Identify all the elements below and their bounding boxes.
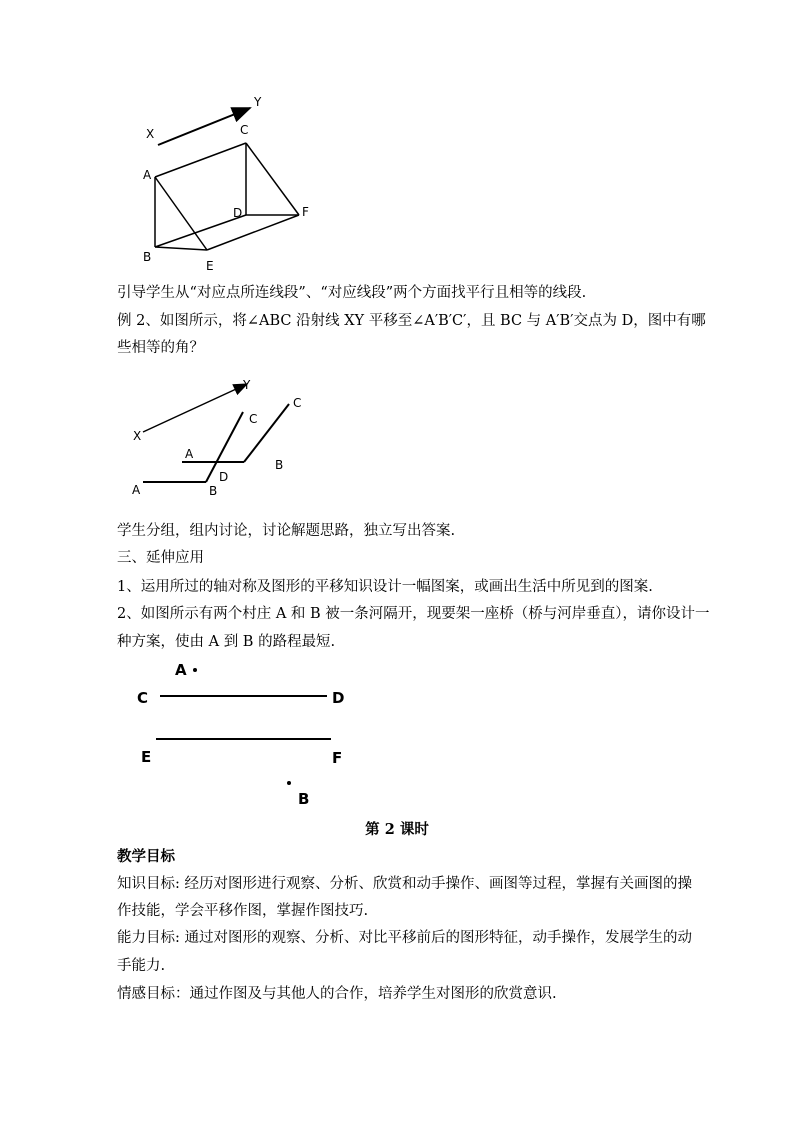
label-e: E [141,748,152,766]
label-c-prime: C [293,396,302,410]
knowledge-goal-line-1: 知识目标: 经历对图形进行观察、分析、欣赏和动手操作、画图等过程，掌握有关画图的操 [117,876,692,892]
label-d: D [219,470,229,484]
label-d: D [332,689,345,707]
ability-goal-line-1: 能力目标: 通过对图形的观察、分析、对比平移前后的图形特征，动手操作，发展学生的动 [117,930,692,946]
label-d: D [233,206,243,220]
segment-ae [155,177,207,250]
ray-xy [143,384,247,432]
item-2-line-1: 2、如图所示有两个村庄 A 和 B 被一条河隔开，现要架一座桥（桥与河岸垂直），请你设计一 [117,606,710,622]
ray-xy [158,108,250,145]
paragraph-group-discussion: 学生分组，组内讨论，讨论解题思路，独立写出答案. [117,523,456,539]
knowledge-goal-line-2: 作技能，学会平移作图，掌握作图技巧. [117,903,369,919]
label-y: Y [243,378,251,392]
label-y: Y [254,95,262,109]
segment-ac [155,143,246,177]
segment-be [155,247,207,250]
figure-3-svg [125,652,365,812]
ability-goal-line-2: 手能力. [117,958,166,974]
label-c: C [249,412,258,426]
figure-river-bridge [125,652,365,812]
label-b-prime: B [275,458,284,472]
label-x: X [133,429,142,443]
label-a: A [132,483,141,497]
lesson-2-title: 第 2 课时 [365,821,429,838]
label-a: A [175,661,187,679]
item-2-line-2: 种方案，使由 A 到 B 的路程最短. [117,634,336,650]
label-b: B [209,484,218,498]
paragraph-guide: 引导学生从“对应点所连线段”、“对应线段”两个方面找平行且相等的线段. [117,285,587,301]
label-f: F [302,205,309,219]
village-a-point [193,668,197,672]
figure-translation-triangle [130,88,330,278]
label-x: X [146,127,155,141]
label-b: B [298,790,310,808]
label-b: B [143,250,152,264]
item-1: 1、运用所过的轴对称及图形的平移知识设计一幅图案，或画出生活中所见到的图案. [117,579,653,595]
segment-cf [246,143,299,215]
label-c: C [240,123,249,137]
example-2-line-2: 些相等的角？ [117,340,204,356]
label-c: C [137,689,149,707]
village-b-point [287,781,291,785]
teaching-goals-title: 教学目标 [117,848,175,865]
emotion-goal: 情感目标：通过作图及与其他人的合作，培养学生对图形的欣赏意识. [117,986,557,1002]
figure-1-svg [130,88,330,278]
label-f: F [332,749,343,767]
label-e: E [206,259,214,273]
figure-translation-angle [125,372,325,502]
section-3-title: 三、延伸应用 [117,550,204,566]
segment-ef [207,215,299,250]
example-2-line-1: 例 2、如图所示，将∠ABC 沿射线 XY 平移至∠A′B′C′，且 BC 与 A′B′交点为 D，图中有哪 [117,313,706,329]
label-a-prime: A [185,447,194,461]
figure-2-svg [125,372,325,502]
label-a: A [143,168,152,182]
